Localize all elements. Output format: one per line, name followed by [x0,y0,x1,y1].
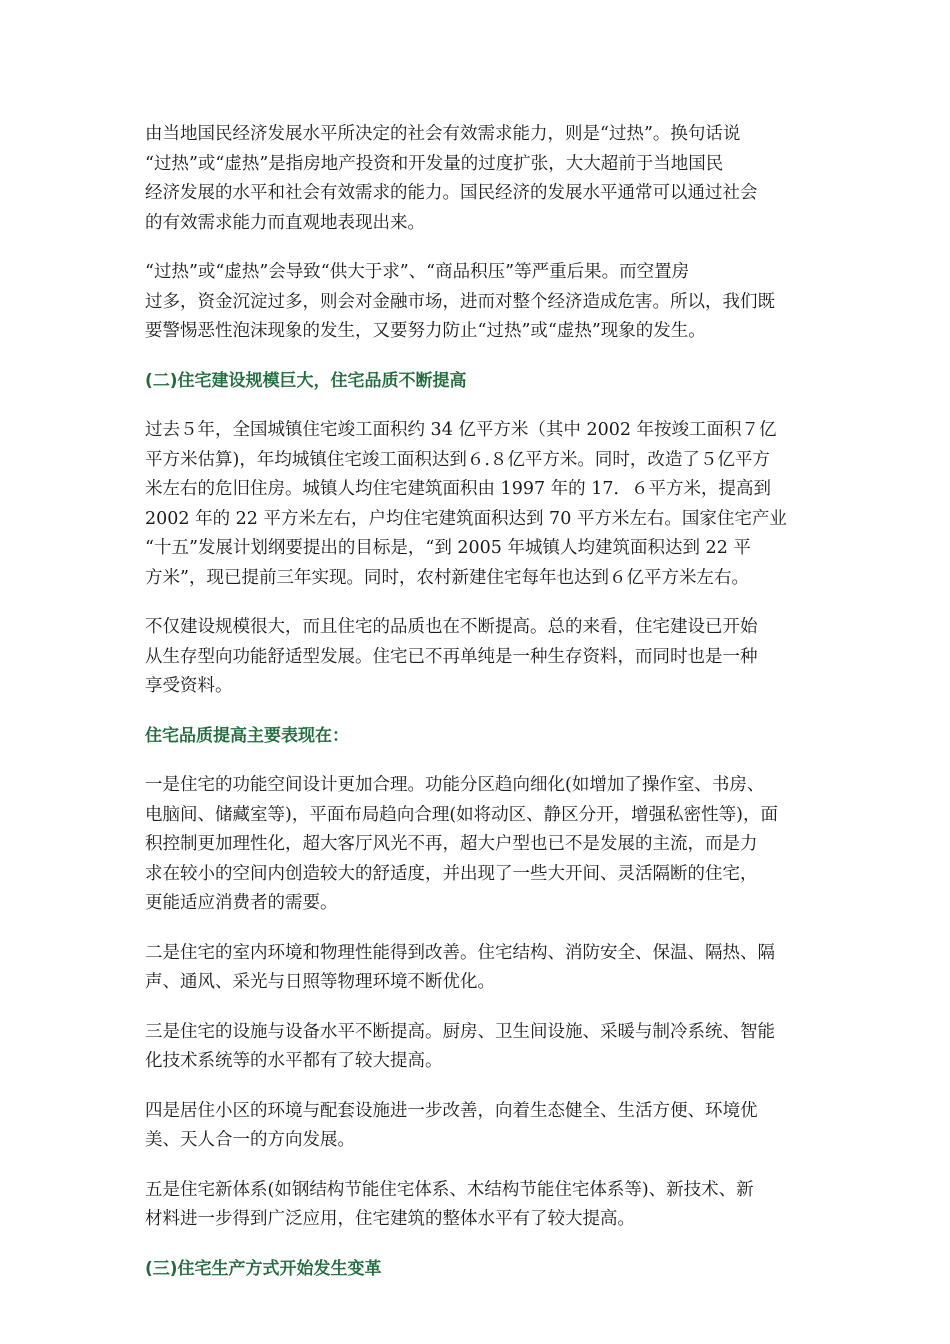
paragraph-point-two [145,939,810,998]
text-line: 平方米估算)，年均城镇住宅竣工面积达到６.８亿平方米。同时，改造了５亿平方 [145,449,770,470]
text-line: 美、天人合一的方向发展。 [145,1130,355,1150]
text-line: 从生存型向功能舒适型发展。住宅已不再单纯是一种生存资料，而同时也是一种 [145,646,758,667]
text-line: 要警惕恶性泡沫现象的发生，又要努力防止“过热”或“虚热”现象的发生。 [145,321,706,341]
text-line: 米左右的危旧住房。城镇人均住宅建筑面积由 1997 年的 17．６平方米，提高到 [145,479,771,499]
text-line: 三是住宅的设施与设备水平不断提高。厨房、卫生间设施、采暖与制冷系统、智能 [145,1021,775,1042]
document-body [145,120,810,1304]
text-line: 2002 年的 22 平方米左右，户均住宅建筑面积达到 70 平方米左右。国家住宅产业 [145,508,787,529]
text-line: 不仅建设规模很大，而且住宅的品质也在不断提高。总的来看，住宅建设已开始 [145,617,758,637]
text-line: 方米”，现已提前三年实现。同时，农村新建住宅每年也达到６亿平方米左右。 [145,567,749,588]
text-line: 过去５年，全国城镇住宅竣工面积约 34 亿平方米（其中 2002 年按竣工面积７亿 [145,420,777,440]
paragraph-point-three [145,1018,810,1077]
paragraph-point-one [145,771,810,919]
text-line: 化技术系统等的水平都有了较大提高。 [145,1051,443,1071]
text-line: 声、通风、采光与日照等物理环境不断优化。 [145,972,495,992]
section-heading-two: (二)住宅建设规模巨大，住宅品质不断提高 [145,370,467,391]
text-line: 过多，资金沉淀过多，则会对金融市场，进而对整个经济造成危害。所以，我们既 [145,291,775,312]
paragraph-overheat-consequences [145,258,810,347]
text-line: 材料进一步得到广泛应用，住宅建筑的整体水平有了较大提高。 [145,1209,635,1229]
paragraph-quality-improving [145,613,810,702]
text-line: 五是住宅新体系(如钢结构节能住宅体系、木结构节能住宅体系等)、新技术、新 [145,1179,754,1200]
text-line: 二是住宅的室内环境和物理性能得到改善。住宅结构、消防安全、保温、隔热、隔 [145,942,775,963]
text-line: 求在较小的空间内创造较大的舒适度，并出现了一些大开间、灵活隔断的住宅， [145,863,758,884]
text-line: 电脑间、储藏室等)，平面布局趋向合理(如将动区、静区分开，增强私密性等)，面 [145,804,778,825]
text-line: 由当地国民经济发展水平所决定的社会有效需求能力，则是“过热”。换句话说 [145,124,741,144]
text-line: 四是居住小区的环境与配套设施进一步改善，向着生态健全、生活方便、环境优 [145,1100,758,1121]
text-line: “过热”或“虚热”是指房地产投资和开发量的过度扩张，大大超前于当地国民 [145,153,724,174]
paragraph-overheat-definition [145,120,810,238]
text-line: 的有效需求能力而直观地表现出来。 [145,212,425,233]
text-line: “十五”发展计划纲要提出的目标是，“到 2005 年城镇人均建筑面积达到 22 平 [145,538,751,558]
text-line: 积控制更加理性化，超大客厅风光不再，超大户型也已不是发展的主流，而是力 [145,834,758,854]
text-line: 一是住宅的功能空间设计更加合理。功能分区趋向细化(如增加了操作室、书房、 [145,775,765,795]
text-line: 享受资料。 [145,676,233,696]
section-heading-quality: 住宅品质提高主要表现在： [145,725,349,746]
text-line: 经济发展的水平和社会有效需求的能力。国民经济的发展水平通常可以通过社会 [145,183,758,203]
section-heading-three: (三)住宅生产方式开始发生变革 [145,1258,382,1279]
text-line: “过热”或“虚热”会导致“供大于求”、“商品积压”等严重后果。而空置房 [145,262,690,282]
paragraph-point-five [145,1176,810,1235]
text-line: 更能适应消费者的需要。 [145,893,338,913]
paragraph-point-four [145,1097,810,1156]
paragraph-construction-scale [145,416,810,593]
